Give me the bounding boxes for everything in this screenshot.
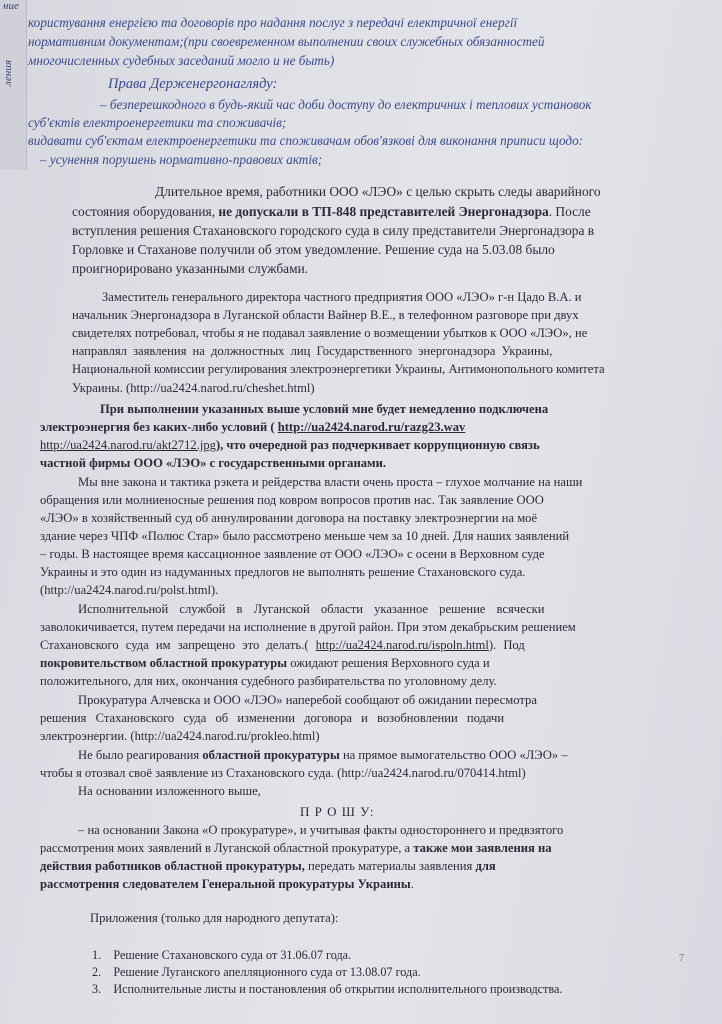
request-line-4 xyxy=(40,876,414,893)
link-razg23[interactable]: http://ua2424.narod.ru/razg23.wav xyxy=(277,420,466,434)
appendix-heading: Приложения (только для народного депутата): xyxy=(90,911,339,925)
appendix-item-1 xyxy=(92,947,351,964)
para5-bold-text: покровительством областной прокуратуры xyxy=(40,656,288,670)
handwritten-heading: Права Держенергонагляду: xyxy=(108,76,278,92)
appendix-item-number: 2. xyxy=(92,965,102,979)
margin-corner-text: ние xyxy=(3,0,19,12)
request-bold-text-4: рассмотрения следователем Генеральной прокуратуры Украины xyxy=(40,877,411,891)
request-text-2: передать материалы заявления xyxy=(304,859,476,873)
appendix-item-number: 1. xyxy=(92,948,102,962)
para3-line-1: При выполнении указанных выше условий мне будет немедленно подключена xyxy=(100,402,549,416)
request-bold-text: также мои заявления на xyxy=(413,841,552,855)
request-text: рассмотрения моих заявлений в Луганской областной прокуратуре, а xyxy=(40,841,414,855)
request-line-3 xyxy=(40,858,496,875)
appendix-item-text: Исполнительные листы и постановления об открытии исполнительного производства. xyxy=(113,982,563,996)
appendix-item-3 xyxy=(92,981,562,998)
para2-line-6: Украины. (http://ua2424.narod.ru/cheshet.html) xyxy=(72,381,315,395)
para2-line-1: Заместитель генерального директора частного предприятия ООО «ЛЭО» г-н Цадо В.А. и xyxy=(102,290,582,304)
handwritten-line-2: нормативним документам;(при своевременном выполнении своих служебных обязанностей xyxy=(28,34,545,49)
para4-line-4: здание через ЧПФ «Полюс Стар» было рассмотрено меньше чем за 10 дней. Для наших заявлений xyxy=(40,529,570,543)
para4-line-1: Мы вне закона и тактика рэкета и рейдерства власти очень проста – глухое молчание на наши xyxy=(78,475,583,489)
para1-line-1: Длительное время, работники ООО «ЛЭО» с целью скрыть следы аварийного xyxy=(155,184,601,199)
para3-line-4: частной фирмы ООО «ЛЭО» с государственными органами. xyxy=(40,456,387,470)
appendix-item-text: Решение Луганского апелляционного суда от 13.08.07 года. xyxy=(113,965,421,979)
para7-line-2: чтобы я отозвал своё заявление из Стахановского суда. (http://ua2424.narod.ru/070414.html) xyxy=(40,766,526,780)
appendix-item-2 xyxy=(92,964,421,981)
para5-line-2: заволокичивается, путем передачи на исполнение в другой район. При этом декабрьским решением xyxy=(40,620,576,634)
handwritten-line-3: многочисленных судебных заседаний могло и не быть) xyxy=(28,53,335,68)
para3-bold-text-2: ), что очередной раз подчеркивает коррупционную связь xyxy=(215,438,540,452)
para2-line-4: направлял заявления на должностных лиц Государственного энергонадзора Украины, xyxy=(72,344,553,358)
para5-line-5: положительного, для них, окончания судебного разбирательства по уголовному делу. xyxy=(40,674,497,688)
para3-line-2 xyxy=(40,419,465,436)
request-text-end: . xyxy=(410,877,414,891)
para7-bold-text: областной прокуратуры xyxy=(202,748,340,762)
para1-line-5: проигнорировано указанными службами. xyxy=(72,261,309,276)
para7-line-3: На основании изложенного выше, xyxy=(78,784,261,798)
para1-text-end: . После xyxy=(548,204,591,219)
para7-line-1 xyxy=(78,747,568,764)
handwritten-line-4: – безперешкодного в будь-який час доби доступу до електричних і теплових установок xyxy=(100,97,592,112)
para1-text: состояния оборудования, xyxy=(72,204,219,219)
para3-line-3 xyxy=(40,437,540,454)
para2-line-5: Национальной комиссии регулирования электроэнергетики Украины, Антимонопольного комитета xyxy=(72,362,605,376)
appendix-item-text: Решение Стахановского суда от 31.06.07 года. xyxy=(113,948,352,962)
para4-line-7: (http://ua2424.narod.ru/polst.html). xyxy=(40,583,219,597)
para1-line-3: вступления решения Стахановского городского суда в силу представители Энергонадзора в xyxy=(72,223,595,238)
para6-line-2: решения Стахановского суда об изменении договора и возобновлении подачи xyxy=(40,711,505,725)
link-akt2712[interactable]: http://ua2424.narod.ru/akt2712.jpg xyxy=(40,438,216,452)
request-bold-text-2: действия работников областной прокуратуры, xyxy=(40,859,305,873)
handwritten-line-7: – усунення порушень нормативно-правових актів; xyxy=(40,152,323,167)
para1-line-2 xyxy=(72,203,591,220)
appendix-item-number: 3. xyxy=(92,982,102,996)
link-ispoln[interactable]: http://ua2424.narod.ru/ispoln.html xyxy=(315,638,489,652)
para5-line-3 xyxy=(40,637,525,654)
para5-line-4 xyxy=(40,655,490,672)
request-line-1: – на основании Закона «О прокуратуре», и учитывая факты одностороннего и предвзятого xyxy=(78,823,564,837)
para2-line-3: свидетелях потребовал, чтобы я не подавал заявление о возмещении убытков к ООО «ЛЭО», не xyxy=(72,326,588,340)
handwritten-line-5: суб'єктів електроенергетики та споживачів; xyxy=(28,115,287,130)
request-heading: П Р О Ш У: xyxy=(300,804,375,819)
request-bold-text-3: для xyxy=(475,859,496,873)
para6-line-3: электроэнергии. (http://ua2424.narod.ru/prokleo.html) xyxy=(40,729,320,743)
para2-line-2: начальник Энергонадзора в Луганской области Вайнер В.Е., в телефонном разговоре при двух xyxy=(72,308,579,322)
page-number: 7 xyxy=(679,953,684,964)
handwritten-line-6: видавати суб'єктам електроенергетики та споживачам обов'язкові для виконання приписи щодо: xyxy=(28,133,584,148)
para7-text: Не было реагирования xyxy=(78,748,203,762)
para1-bold-text: не допускали в ТП-848 представителей Энергонадзора xyxy=(218,204,549,219)
para7-text-end: на прямое вымогательство ООО «ЛЭО» – xyxy=(339,748,568,762)
para4-line-6: Украины и это один из надуманных предлогов не выполнять решение Стахановского суда. xyxy=(40,565,526,579)
para6-line-1: Прокуратура Алчевска и ООО «ЛЭО» наперебой сообщают об ожидании пересмотра xyxy=(78,693,537,707)
para5-line-1: Исполнительной службой в Луганской области указанное решение всячески xyxy=(78,602,545,616)
para1-line-4: Горловке и Стаханове получили об этом уведомление. Решение суда на 5.03.08 было xyxy=(72,242,555,257)
request-line-2 xyxy=(40,840,552,857)
para3-bold-text: электроэнергия без каких-либо условий ( xyxy=(40,420,278,434)
para4-line-3: «ЛЭО» в хозяйственный суд об аннулировании договора на поставку электроэнергии на моё xyxy=(40,511,538,525)
margin-side-text: ления xyxy=(2,60,14,87)
para4-line-2: обращения или молниеносные решения под ковром вопросов против нас. Так заявление ООО xyxy=(40,493,544,507)
para5-text-2: ожидают решения Верховного суда и xyxy=(287,656,490,670)
para5-text: Стахановского суда им запрещено это делать.( xyxy=(40,638,309,652)
para5-text-end: ). Под xyxy=(488,638,525,652)
para4-line-5: – годы. В настоящее время кассационное заявление от ООО «ЛЭО» с осени в Верховном суде xyxy=(40,547,545,561)
handwritten-line-1: користування енергією та договорів про надання послуг з передачі електричної енергії xyxy=(28,15,518,30)
